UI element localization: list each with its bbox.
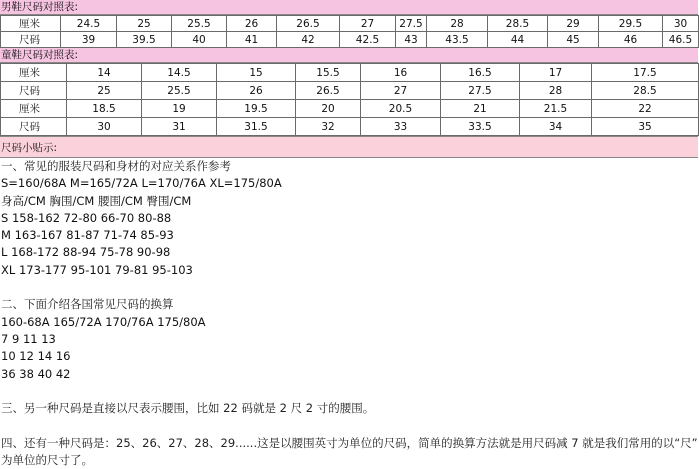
men-size-cell: 46 — [599, 32, 663, 48]
kids-cell: 25.5 — [142, 82, 217, 100]
men-cm-cell: 26.5 — [277, 16, 340, 32]
kids-cell: 20.5 — [361, 100, 441, 118]
tips-line: 7 9 11 13 — [1, 331, 56, 346]
tips-line: 36 38 40 42 — [1, 366, 71, 381]
tips-line: XL 173-177 95-101 79-81 95-103 — [1, 262, 193, 277]
kids-cell: 15 — [217, 64, 296, 82]
kids-cell: 33 — [361, 118, 441, 136]
men-size-cell: 42 — [277, 32, 340, 48]
kids-cell: 17 — [520, 64, 592, 82]
kids-cell: 26 — [217, 82, 296, 100]
kids-row — [1, 100, 699, 118]
kids-cell: 31 — [142, 118, 217, 136]
kids-row-label: 厘米 — [1, 64, 67, 82]
men-size-cell: 43.5 — [427, 32, 488, 48]
men-size-cell: 39.5 — [117, 32, 172, 48]
men-cm-cell: 27 — [340, 16, 396, 32]
tips-content — [0, 158, 698, 469]
men-cm-cell: 24.5 — [61, 16, 117, 32]
men-size-table — [0, 15, 699, 48]
men-cm-label: 厘米 — [1, 16, 61, 32]
kids-cell: 27 — [361, 82, 441, 100]
kids-cell: 19 — [142, 100, 217, 118]
kids-row-label: 厘米 — [1, 100, 67, 118]
men-size-cell: 41 — [227, 32, 277, 48]
tips-gap — [1, 279, 698, 296]
kids-cell: 33.5 — [441, 118, 520, 136]
men-cm-cell: 28 — [427, 16, 488, 32]
kids-cell: 34 — [520, 118, 592, 136]
kids-row — [1, 118, 699, 136]
tips-title: 尺码小贴示: — [0, 136, 698, 158]
kids-cell: 20 — [296, 100, 361, 118]
tips-heading: 二、下面介绍各国常见尺码的换算 — [1, 297, 174, 312]
kids-chart-title: 童鞋尺码对照表: — [0, 48, 698, 63]
tips-line: 160-68A 165/72A 170/76A 175/80A — [1, 314, 206, 329]
men-cm-cell: 29 — [548, 16, 599, 32]
kids-cell: 25 — [67, 82, 142, 100]
tips-line: S 158-162 72-80 66-70 80-88 — [1, 210, 172, 225]
kids-cell: 16 — [361, 64, 441, 82]
kids-cell: 22 — [592, 100, 699, 118]
tips-heading: 一、常见的服装尺码和身材的对应关系作参考 — [1, 159, 231, 173]
men-size-label: 尺码 — [1, 32, 61, 48]
tips-heading: 四、还有一种尺码是：25、26、27、28、29......这是以腰围英寸为单位的尺码，简单的换算方法就是用尺码减 7 就是我们常用的以“尺” — [1, 435, 698, 450]
kids-cell: 14.5 — [142, 64, 217, 82]
kids-cell: 26.5 — [296, 82, 361, 100]
kids-row — [1, 64, 699, 82]
men-size-cell: 44 — [488, 32, 548, 48]
kids-cell: 32 — [296, 118, 361, 136]
kids-cell: 28 — [520, 82, 592, 100]
kids-cell: 14 — [67, 64, 142, 82]
kids-cell: 30 — [67, 118, 142, 136]
men-cm-cell: 29.5 — [599, 16, 663, 32]
kids-cell: 27.5 — [441, 82, 520, 100]
men-size-cell: 43 — [396, 32, 427, 48]
men-size-cell: 40 — [172, 32, 227, 48]
tips-gap — [1, 383, 698, 400]
kids-cell: 21 — [441, 100, 520, 118]
men-cm-cell: 30 — [663, 16, 699, 32]
kids-cell: 18.5 — [67, 100, 142, 118]
tips-heading: 三、另一种尺码是直接以尺表示腰围，比如 22 码就是 2 尺 2 寸的腰围。 — [1, 401, 375, 416]
men-cm-cell: 27.5 — [396, 16, 427, 32]
kids-size-table — [0, 63, 699, 136]
men-cm-cell: 28.5 — [488, 16, 548, 32]
men-size-cell: 45 — [548, 32, 599, 48]
kids-cell: 19.5 — [217, 100, 296, 118]
kids-row — [1, 82, 699, 100]
kids-cell: 35 — [592, 118, 699, 136]
tips-line: M 163-167 81-87 71-74 85-93 — [1, 228, 174, 243]
tips-line: L 168-172 88-94 75-78 90-98 — [1, 245, 171, 260]
kids-row-label: 尺码 — [1, 82, 67, 100]
men-cm-cell: 25 — [117, 16, 172, 32]
men-size-cell: 46.5 — [663, 32, 699, 48]
kids-cell: 16.5 — [441, 64, 520, 82]
kids-cell: 17.5 — [592, 64, 699, 82]
kids-cell: 28.5 — [592, 82, 699, 100]
men-cm-cell: 26 — [227, 16, 277, 32]
tips-line: 身高/CM 胸围/CM 腰围/CM 臀围/CM — [1, 193, 192, 208]
tips-line: 10 12 14 16 — [1, 349, 71, 364]
kids-cell: 15.5 — [296, 64, 361, 82]
kids-row-label: 尺码 — [1, 118, 67, 136]
men-cm-cell: 25.5 — [172, 16, 227, 32]
kids-cell: 31.5 — [217, 118, 296, 136]
men-cm-row — [1, 16, 699, 32]
tips-gap — [1, 417, 698, 434]
men-chart-title: 男鞋尺码对照表: — [0, 0, 698, 15]
men-size-row — [1, 32, 699, 48]
kids-cell: 21.5 — [520, 100, 592, 118]
men-size-cell: 39 — [61, 32, 117, 48]
tips-line: S=160/68A M=165/72A L=170/76A XL=175/80A — [1, 176, 282, 191]
men-size-cell: 42.5 — [340, 32, 396, 48]
tips-heading: 为单位的尺寸了。 — [1, 453, 93, 468]
